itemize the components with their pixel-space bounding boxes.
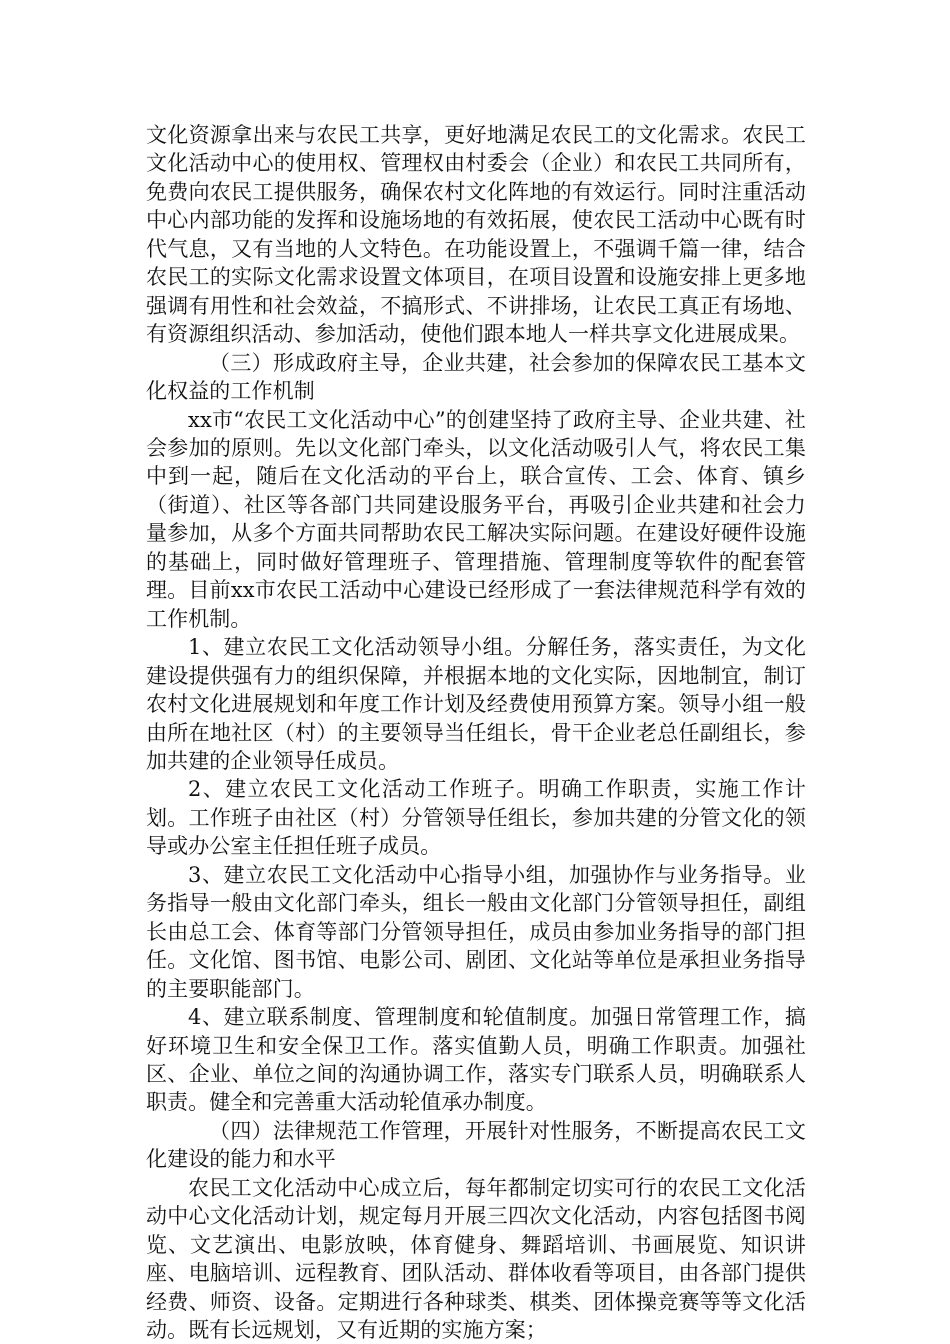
paragraph-resource-sharing: 文化资源拿出来与农民工共享，更好地满足农民工的文化需求。农民工文化活动中心的使用权、管理权由村委会（企业）和农民工共同所有，免费向农民工提供服务，确保农村文化阵地的有效运行。同时注重活动中心内部功能的发挥和设施场地的有效拓展，使农民工活动中心既有时代气息，又有当地的人文特色。在功能设置上，不强调千篇一律，结合农民工的实际文化需求设置文体项目，在项目设置和设施安排上更多地强调有用性和社会效益，不搞形式、不讲排场，让农民工真正有场地、有资源组织活动、参加活动，使他们跟本地人一样共享文化进展成果。: [146, 123, 806, 347]
paragraph-mechanism: xx市“农民工文化活动中心”的创建坚持了政府主导、企业共建、社会参加的原则。先以文化部门牵头，以文化活动吸引人气，将农民工集中到一起，随后在文化活动的平台上，联合宣传、工会、体育、镇乡（街道）、社区等各部门共同建设服务平台，再吸引企业共建和社会力量参加，从多个方面共同帮助农民工解决实际问题。在建设好硬件设施的基础上，同时做好管理班子、管理措施、管理制度等软件的配套管理。目前xx市农民工活动中心建设已经形成了一套法律规范科学有效的工作机制。: [146, 407, 806, 631]
document-body: [146, 121, 806, 1344]
section-heading-four: （四）法律规范工作管理，开展针对性服务，不断提高农民工文化建设的能力和水平: [146, 1118, 806, 1172]
paragraph-item-2: 2、建立农民工文化活动工作班子。明确工作职责，实施工作计划。工作班子由社区（村）分管领导任组长，参加共建的分管文化的领导或办公室主任担任班子成员。: [146, 777, 806, 859]
paragraph-activity-plan: 农民工文化活动中心成立后，每年都制定切实可行的农民工文化活动中心文化活动计划，规定每月开展三四次文化活动，内容包括图书阅览、文艺演出、电影放映，体育健身、舞蹈培训、书画展览、知识讲座、电脑培训、远程教育、团队活动、群体收看等项目，由各部门提供经费、师资、设备。定期进行各种球类、棋类、团体操竞赛等等文化活动。既有长远规划，又有近期的实施方案；: [146, 1175, 806, 1343]
paragraph-item-1: 1、建立农民工文化活动领导小组。分解任务，落实责任，为文化建设提供强有力的组织保障，并根据本地的文化实际，因地制宜，制订农村文化进展规划和年度工作计划及经费使用预算方案。领导小组一般由所在地社区（村）的主要领导当任组长，骨干企业老总任副组长，参加共建的企业领导任成员。: [146, 635, 806, 773]
paragraph-item-3: 3、建立农民工文化活动中心指导小组，加强协作与业务指导。业务指导一般由文化部门牵头，组长一般由文化部门分管领导担任，副组长由总工会、体育等部门分管领导担任，成员由参加业务指导的部门担任。文化馆、图书馆、电影公司、剧团、文化站等单位是承担业务指导的主要职能部门。: [146, 862, 806, 1001]
paragraph-item-4: 4、建立联系制度、管理制度和轮值制度。加强日常管理工作，搞好环境卫生和安全保卫工作。落实值勤人员，明确工作职责。加强社区、企业、单位之间的沟通协调工作，落实专门联系人员，明确联系人职责。健全和完善重大活动轮值承办制度。: [146, 1005, 806, 1115]
section-heading-three: （三）形成政府主导，企业共建，社会参加的保障农民工基本文化权益的工作机制: [146, 350, 806, 404]
